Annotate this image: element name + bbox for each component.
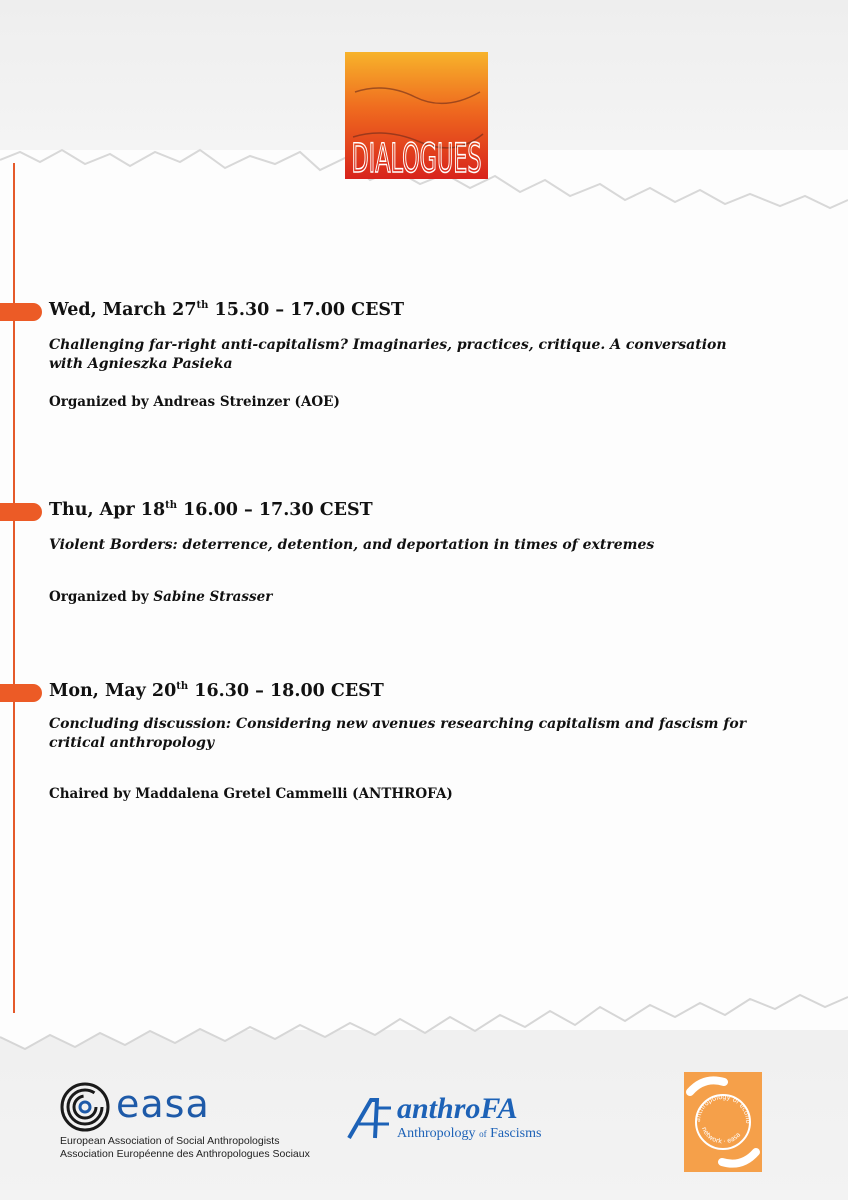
spiral-icon (60, 1082, 110, 1132)
event-title-line: with Agnieszka Pasieka (49, 356, 233, 372)
event-2 (49, 500, 839, 605)
anthrofa-subtitle-part: Anthropology (397, 1126, 480, 1141)
event-time: 15.30 – 17.00 CEST (208, 300, 405, 320)
dialogues-logo (345, 52, 488, 182)
event-title (49, 715, 839, 753)
timeline-line (13, 163, 15, 1013)
anthrofa-subtitle (397, 1126, 541, 1142)
easa-name-fr: Association Européenne des Anthropologues Sociaux (60, 1148, 310, 1160)
event-organizer (49, 589, 839, 605)
dialogues-logo-text: DIALOGUES (351, 136, 482, 182)
organizer-name: Sabine Strasser (153, 589, 273, 605)
event-title-line: Challenging far-right anti-capitalism? Imaginaries, practices, critique. A conversation (49, 337, 727, 353)
timeline-marker (0, 684, 42, 702)
event-day: Mon, May 20 (49, 681, 177, 701)
aoe-text-top: anthropology of econo (693, 1092, 753, 1124)
organizer-text: Chaired by Maddalena Gretel Cammelli (ANTHROFA) (49, 786, 453, 802)
event-time: 16.30 – 18.00 CEST (188, 681, 384, 701)
event-1 (49, 300, 839, 410)
organizer-text: Organized by (49, 589, 154, 605)
event-date (49, 500, 839, 520)
easa-wordmark: easa (116, 1082, 210, 1126)
anthrofa-subtitle-part: of (479, 1129, 487, 1139)
timeline-marker (0, 503, 42, 521)
event-time: 16.00 – 17.30 CEST (177, 500, 373, 520)
event-title (49, 536, 839, 555)
event-title-line: Concluding discussion: Considering new avenues researching capitalism and fascism for (49, 716, 747, 732)
anthrofa-emblem-icon (345, 1094, 395, 1144)
event-day: Thu, Apr 18 (49, 500, 166, 520)
anthrofa-subtitle-part: Fascisms (486, 1126, 542, 1141)
event-ordinal: th (196, 300, 209, 312)
event-ordinal: th (165, 500, 178, 512)
organizer-text: Organized by Andreas Streinzer (AOE) (49, 394, 340, 410)
event-title-line: Violent Borders: deterrence, detention, and deportation in times of extremes (49, 537, 655, 553)
easa-name-en: European Association of Social Anthropologists (60, 1135, 280, 1147)
event-title-line: critical anthropology (49, 735, 215, 751)
event-organizer (49, 786, 839, 802)
aoe-network-logo (684, 1072, 762, 1172)
torn-edge-bottom (0, 985, 848, 1055)
event-title (49, 336, 839, 374)
easa-logo (60, 1082, 320, 1162)
event-ordinal: th (176, 681, 189, 693)
event-organizer (49, 394, 839, 410)
event-date (49, 681, 839, 701)
anthrofa-logo (345, 1092, 575, 1152)
event-date (49, 300, 839, 320)
event-day: Wed, March 27 (49, 300, 197, 320)
anthrofa-wordmark: anthroFA (397, 1092, 518, 1125)
event-3 (49, 681, 839, 802)
timeline-marker (0, 303, 42, 321)
aoe-text-bottom: network · easa (700, 1125, 743, 1146)
